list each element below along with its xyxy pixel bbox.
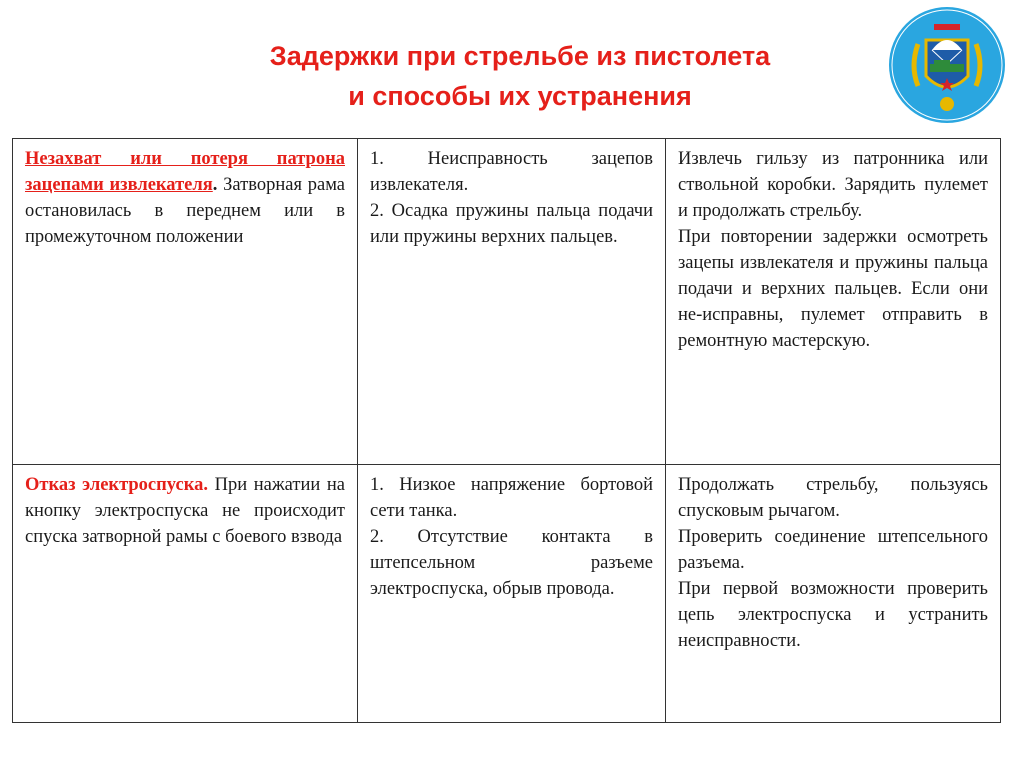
cause-item: 1. Неисправность зацепов извлекателя. — [370, 149, 653, 195]
remedy-cell — [666, 139, 1001, 465]
title-line-1: Задержки при стрельбе из пистолета — [269, 41, 771, 71]
remedy-item: При первой возможности проверить цепь электроспуска и устранить неисправности. — [678, 579, 988, 651]
table-row — [13, 139, 1001, 465]
remedy-item: Продолжать стрельбу, пользуясь спусковым рычагом. — [678, 475, 988, 521]
page-title — [140, 36, 900, 116]
cause-cell — [358, 139, 666, 465]
remedy-item: Извлечь гильзу из патронника или ствольной коробки. Зарядить пулемет и продолжать стрельбу. — [678, 149, 988, 221]
cause-item: 2. Осадка пружины пальца подачи или пружины верхних пальцев. — [370, 201, 653, 247]
malfunction-cell — [13, 465, 358, 723]
cause-cell — [358, 465, 666, 723]
malfunction-cell: Незахват или потеря патрона зацепами извлекателя. Затворная рама остановилась в переднем или в промежуточном положении — [13, 139, 358, 465]
remedy-item: Проверить соединение штепсельного разъема. — [678, 527, 988, 573]
military-emblem-icon — [888, 6, 1006, 124]
remedy-item: При повторении задержки осмотреть зацепы извлекателя и пружины пальца подачи и верхних пальцев. Если они не-исправны, пулемет отправить в ремонтную мастерскую. — [678, 227, 988, 351]
malfunction-description: При нажатии на кнопку электроспуска не происходит спуска затворной рамы с боевого взвода — [25, 475, 345, 547]
cause-item: 2. Отсутствие контакта в штепсельном разъеме электроспуска, обрыв провода. — [370, 527, 653, 599]
malfunction-description: Затворная рама остановилась в переднем или в промежуточном положении — [25, 175, 345, 247]
malfunction-title: Отказ электроспуска. — [25, 475, 208, 495]
remedy-cell — [666, 465, 1001, 723]
table-row — [13, 465, 1001, 723]
title-line-2: и способы их устранения — [348, 81, 692, 111]
malfunctions-table — [12, 138, 1001, 723]
cause-item: 1. Низкое напряжение бортовой сети танка. — [370, 475, 653, 521]
malfunction-title: Незахват или потеря патрона зацепами извлекателя — [25, 149, 345, 195]
